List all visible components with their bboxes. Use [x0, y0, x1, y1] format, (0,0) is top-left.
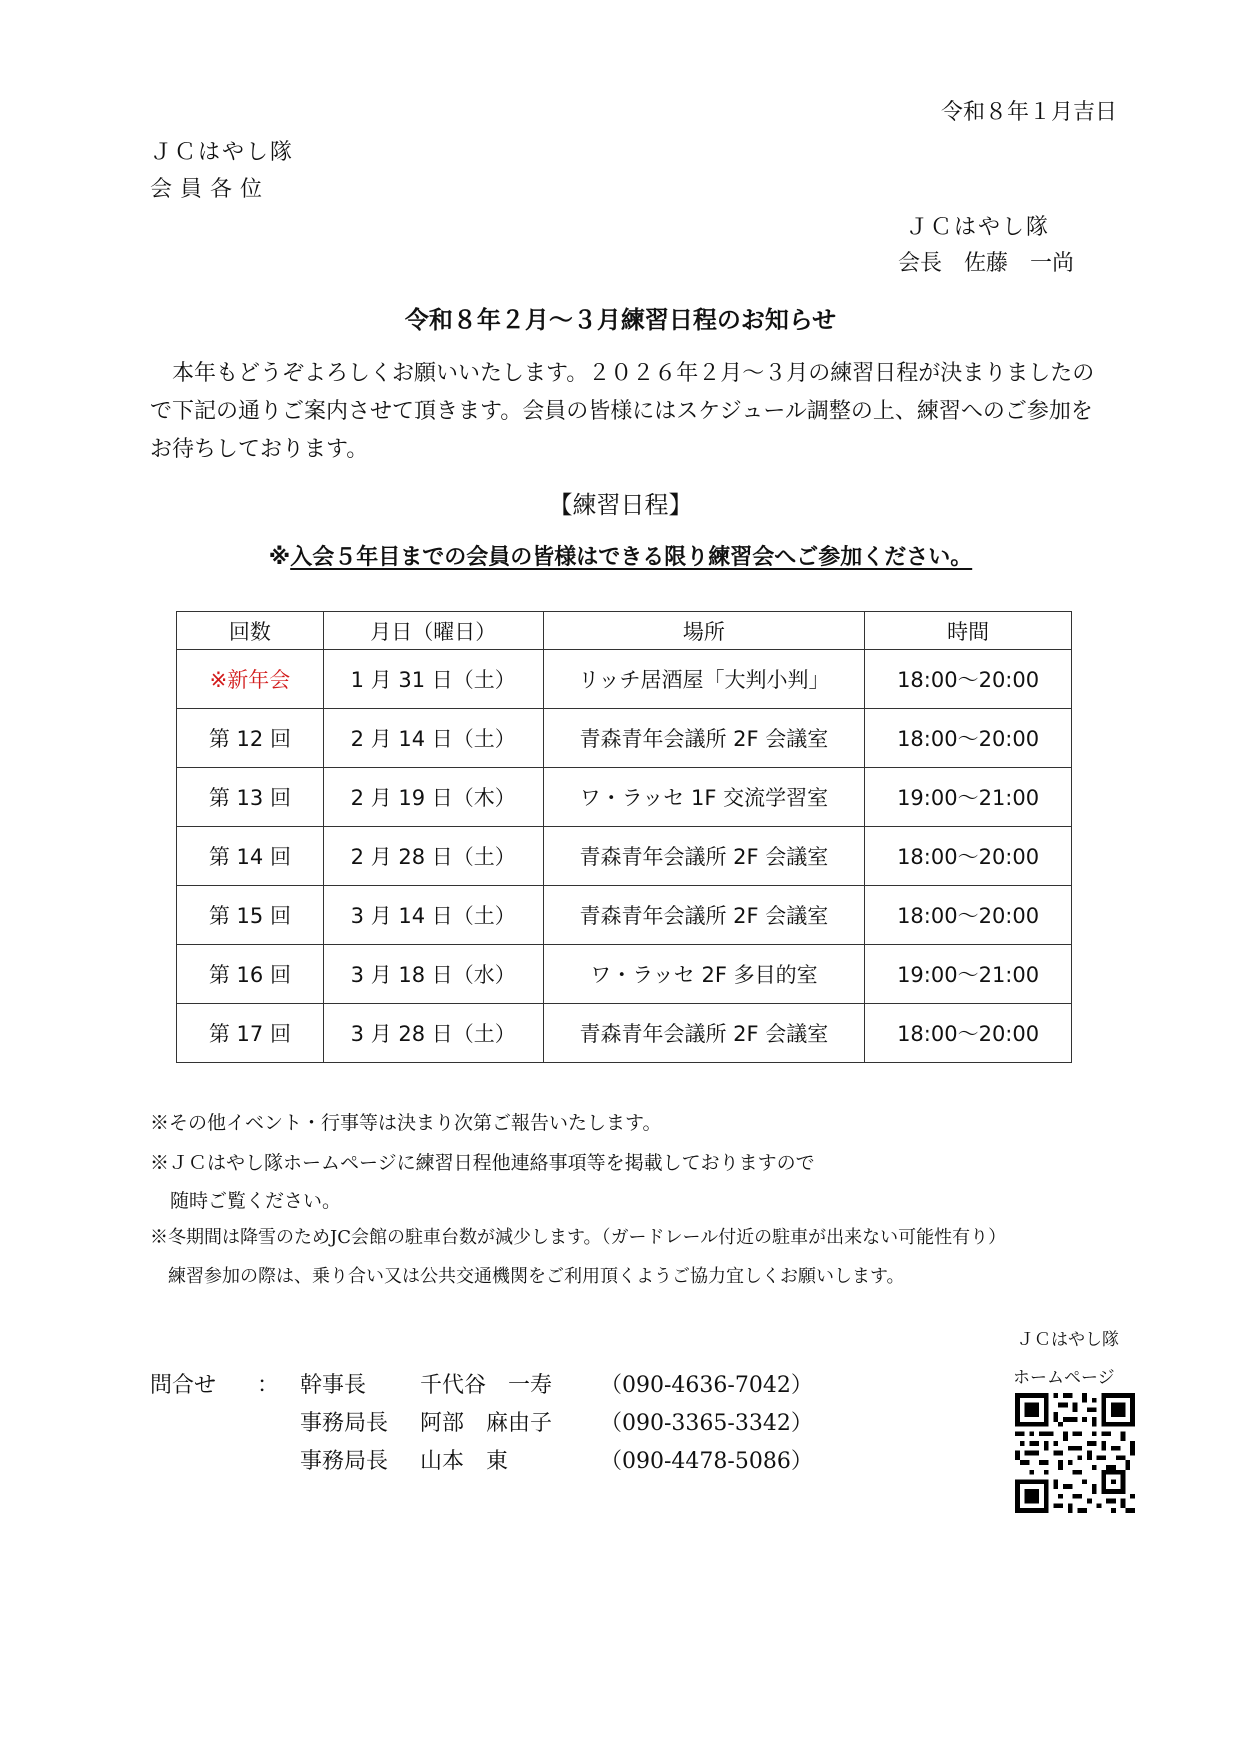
row-count: 第 17 回 [177, 1004, 324, 1063]
row-time: 18:00～20:00 [865, 709, 1072, 768]
contact-phone: （090-4636-7042） [600, 1373, 813, 1398]
contact-phone: （090-3365-3342） [600, 1411, 813, 1436]
contact-block [150, 1368, 850, 1488]
row-count: 第 16 回 [177, 945, 324, 1004]
row-place: ワ・ラッセ 2F 多目的室 [543, 945, 865, 1004]
table-header-row [177, 612, 1072, 650]
row-count: 第 13 回 [177, 768, 324, 827]
contact-colon: ： [257, 1373, 280, 1398]
schedule-note-mark: ※ [268, 545, 291, 570]
contact-name: 阿部 麻由子 [420, 1411, 553, 1436]
qr-label-org: ＪＣはやし隊 [1017, 1330, 1119, 1350]
recipient-members: 会員各位 [150, 177, 271, 202]
table-row [177, 945, 1072, 1004]
row-place: 青森青年会議所 2F 会議室 [543, 827, 865, 886]
row-count: 第 12 回 [177, 709, 324, 768]
header-count: 回数 [177, 612, 324, 650]
row-count: ※新年会 [177, 650, 324, 709]
table-row [177, 1004, 1072, 1063]
header-place: 場所 [543, 612, 865, 650]
header-date: 月日（曜日） [323, 612, 543, 650]
row-place: 青森青年会議所 2F 会議室 [543, 1004, 865, 1063]
row-count: 第 14 回 [177, 827, 324, 886]
footnote-homepage-cont: 随時ご覧ください。 [170, 1190, 342, 1212]
intro-indent [150, 361, 172, 386]
row-count: 第 15 回 [177, 886, 324, 945]
row-date: 2 月 19 日（木） [323, 768, 543, 827]
row-time: 19:00～21:00 [865, 768, 1072, 827]
table-row [177, 709, 1072, 768]
document-title: 令和８年２月～３月練習日程のお知らせ [404, 306, 837, 334]
intro-text: 本年もどうぞよろしくお願いいたします。２０２６年２月～３月の練習日程が決まりましたので下記の通りご案内させて頂きます。会員の皆様にはスケジュール調整の上、練習へのご参加をお待ちしております。 [150, 361, 1095, 462]
contact-role: 事務局長 [300, 1449, 389, 1474]
contact-name: 千代谷 一寿 [420, 1373, 553, 1398]
row-date: 1 月 31 日（土） [323, 650, 543, 709]
recipient-organization: ＪＣはやし隊 [150, 140, 295, 165]
row-time: 18:00～20:00 [865, 827, 1072, 886]
footnote-parking: ※冬期間は降雪のためJC会館の駐車台数が減少します。（ガードレール付近の駐車が出来ない可能性有り） [150, 1227, 1007, 1248]
homepage-qr-code[interactable] [1015, 1393, 1135, 1513]
contact-role: 事務局長 [300, 1411, 389, 1436]
contact-role: 幹事長 [300, 1373, 367, 1398]
row-time: 18:00～20:00 [865, 1004, 1072, 1063]
sender-organization: ＪＣはやし隊 [906, 215, 1051, 240]
footnote-homepage: ※ＪＣはやし隊ホームページに練習日程他連絡事項等を掲載しておりますので [150, 1152, 815, 1174]
contact-phone: （090-4478-5086） [600, 1449, 813, 1474]
intro-paragraph [150, 355, 1110, 469]
row-date: 2 月 14 日（土） [323, 709, 543, 768]
row-place: ワ・ラッセ 1F 交流学習室 [543, 768, 865, 827]
row-place: リッチ居酒屋「大判小判」 [543, 650, 865, 709]
table-row [177, 886, 1072, 945]
footnote-parking-cont: 練習参加の際は、乗り合い又は公共交通機関をご利用頂くようご協力宜しくお願いします。 [168, 1266, 905, 1287]
schedule-note-text: 入会５年目までの会員の皆様はできる限り練習会へご参加ください。 [290, 545, 973, 570]
row-date: 2 月 28 日（土） [323, 827, 543, 886]
row-time: 19:00～21:00 [865, 945, 1072, 1004]
table-row [177, 768, 1072, 827]
schedule-heading: 【練習日程】 [548, 491, 693, 519]
row-time: 18:00～20:00 [865, 650, 1072, 709]
schedule-table [176, 611, 1072, 1063]
row-date: 3 月 28 日（土） [323, 1004, 543, 1063]
qr-label-homepage: ホームページ [1013, 1368, 1115, 1388]
header-time: 時間 [865, 612, 1072, 650]
table-row [177, 650, 1072, 709]
table-row [177, 827, 1072, 886]
row-place: 青森青年会議所 2F 会議室 [543, 709, 865, 768]
row-date: 3 月 18 日（水） [323, 945, 543, 1004]
row-date: 3 月 14 日（土） [323, 886, 543, 945]
row-place: 青森青年会議所 2F 会議室 [543, 886, 865, 945]
contact-name: 山本 東 [420, 1449, 509, 1474]
contact-label: 問合せ [150, 1373, 217, 1398]
document-date: 令和８年１月吉日 [940, 100, 1117, 125]
sender-name: 会長 佐藤 一尚 [898, 251, 1075, 276]
row-time: 18:00～20:00 [865, 886, 1072, 945]
schedule-note [0, 540, 1241, 571]
footnote-events: ※その他イベント・行事等は決まり次第ご報告いたします。 [150, 1112, 662, 1134]
